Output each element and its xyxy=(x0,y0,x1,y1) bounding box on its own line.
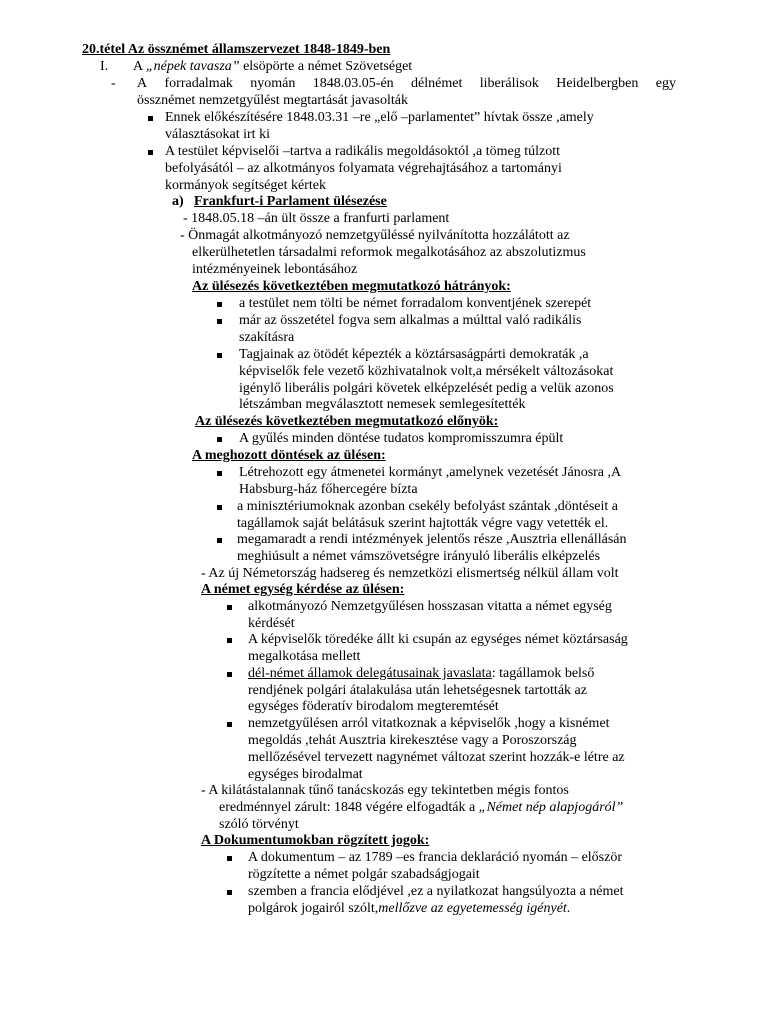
paragraph-1-word: délnémet xyxy=(411,76,463,91)
subsection-title: Frankfurt-i Parlament ülésezése xyxy=(194,194,387,209)
decision-2-line-1: a minisztériumoknak azonban csekély befolyást szántak ,döntéseit a xyxy=(237,499,618,514)
dash-outcome-line-2-pre: eredménnyel zárult: 1848 végére elfogadták a xyxy=(219,800,479,815)
dash-outcome-line-2 xyxy=(219,800,623,817)
unity-4-line-4: egységes birodalmat xyxy=(248,767,363,782)
paragraph-1-line-1 xyxy=(137,76,676,93)
unity-3-rest: : tagállamok belső xyxy=(491,666,595,681)
section-roman-numeral: I. xyxy=(100,59,109,74)
disadvantage-2-line-1: már az összetétel fogva sem alkalmas a múlttal való radikális xyxy=(239,313,582,328)
unity-1-line-1: alkotmányozó Nemzetgyűlésen hosszasan vitatta a német egység xyxy=(248,599,612,614)
disadvantage-3-line-3: igénylő liberális polgári követek elképzelését pedig a velük azonos xyxy=(239,381,614,396)
advantage-1: A gyűlés minden döntése tudatos kompromisszumra épült xyxy=(239,431,564,446)
disadvantage-3-line-4: létszámban megválasztott nemesek semlegesítették xyxy=(239,397,526,412)
disadvantage-1: a testület nem tölti be német forradalom konventjének szerepét xyxy=(239,296,592,311)
paragraph-1-word: liberálisok xyxy=(479,76,539,91)
rights-2-line-2-end: . xyxy=(566,901,571,916)
dash-outcome-line-2-italic: „Német nép alapjogáról” xyxy=(478,800,624,815)
sub-a-dash-2-line-3: intézményeinek lebontásához xyxy=(192,262,358,277)
bullet-square-icon xyxy=(227,605,232,610)
disadvantage-3-line-2: képviselők fele vezető közhivatalnok volt,a mérsékelt változásokat xyxy=(239,364,614,379)
rights-1-line-1: A dokumentum – az 1789 –es francia deklaráció nyomán – először xyxy=(248,850,622,865)
bullet-1-line-1: Ennek előkészítésére 1848.03.31 –re „elő –parlamentet” hívtak össze ,amely xyxy=(165,110,594,125)
rights-2-line-2-italic: mellőzve az egyetemesség igényét xyxy=(378,901,567,916)
decision-2-line-2: tagállamok saját belátásuk szerint hajtották végre vagy vetették el. xyxy=(237,516,609,531)
decision-3-line-2: meghiúsult a német vámszövetségre irányuló liberális elképzelés xyxy=(237,549,601,564)
heading-rights: A Dokumentumokban rögzített jogok: xyxy=(201,833,430,848)
section-heading-post: elsöpörte a német Szövetséget xyxy=(239,59,413,74)
bullet-1-line-2: választásokat irt ki xyxy=(165,127,270,142)
bullet-square-icon xyxy=(227,890,232,895)
rights-2-line-2 xyxy=(248,901,570,918)
unity-4-line-3: mellőzésével tervezett nagynémet változat szerint hozzák-e létre az xyxy=(248,750,625,765)
disadvantage-2-line-2: szakításra xyxy=(239,330,295,345)
heading-unity: A német egység kérdése az ülésen: xyxy=(201,582,405,597)
unity-3-line-1 xyxy=(248,666,594,683)
dash-new-germany: - Az új Németország hadsereg és nemzetközi elismertség nélkül állam volt xyxy=(201,566,619,581)
unity-3-underlined: dél-német államok delegátusainak javaslata xyxy=(248,666,492,681)
bullet-square-icon xyxy=(217,319,222,324)
decision-3-line-1: megamaradt a rendi intézmények jelentős része ,Ausztria ellenállásán xyxy=(237,532,627,547)
dash-outcome-line-3: szóló törvényt xyxy=(219,817,299,832)
rights-1-line-2: rögzítette a német polgár szabadságjogait xyxy=(248,867,480,882)
sub-a-dash-1: - 1848.05.18 –án ült össze a franfurti parlament xyxy=(183,211,450,226)
bullet-2-line-2: befolyásától – az alkotmányos folyamata végrehajtásához a tartományi xyxy=(165,161,562,176)
bullet-square-icon xyxy=(217,302,222,307)
unity-1-line-2: kérdését xyxy=(248,616,295,631)
paragraph-1-word: nyomán xyxy=(250,76,296,91)
unity-4-line-2: megoldás ,tehát Ausztria kirekesztése vagy a Poroszország xyxy=(248,733,577,748)
subsection-marker: a) xyxy=(172,194,184,209)
section-heading-italic: „népek tavasza” xyxy=(145,59,240,74)
heading-advantages: Az ülésezés következtében megmutatkozó előnyök: xyxy=(195,414,499,429)
bullet-square-icon xyxy=(227,856,232,861)
unity-3-line-3: egységes föderatív birodalom megteremtését xyxy=(248,699,499,714)
paragraph-1-word: forradalmak xyxy=(164,76,233,91)
decision-1-line-1: Létrehozott egy átmenetei kormányt ,amelynek vezetését Jánosra ,A xyxy=(239,465,622,480)
paragraph-1-word: 1848.03.05-én xyxy=(312,76,394,91)
bullet-square-icon xyxy=(217,538,222,543)
bullet-square-icon xyxy=(148,116,153,121)
unity-3-line-2: rendjének polgári átalakulása után lehetségesnek tartották az xyxy=(248,683,587,698)
dash-marker: - xyxy=(111,76,116,91)
paragraph-1-word: A xyxy=(137,76,148,91)
sub-a-dash-2-line-2: elkerülhetetlen társadalmi reformok megalkotásához az abszolutizmus xyxy=(192,245,586,260)
bullet-square-icon xyxy=(217,505,222,510)
bullet-2-line-3: kormányok segítséget kértek xyxy=(165,178,326,193)
dash-outcome-line-1: - A kilátástalannak tűnő tanácskozás egy tekintetben mégis fontos xyxy=(201,783,569,798)
section-heading-pre: A xyxy=(133,59,146,74)
paragraph-1-word: Heidelbergben xyxy=(556,76,639,91)
bullet-square-icon xyxy=(227,638,232,643)
bullet-square-icon xyxy=(227,672,232,677)
paragraph-1-line-2: össznémet nemzetgyűlést megtartását javasolták xyxy=(137,93,408,108)
rights-2-line-2-pre: polgárok jogairól szólt, xyxy=(248,901,379,916)
bullet-square-icon xyxy=(217,437,222,442)
unity-4-line-1: nemzetgyűlésen arról vitatkoznak a képviselők ,hogy a kisnémet xyxy=(248,716,610,731)
section-heading xyxy=(133,59,412,76)
disadvantage-3-line-1: Tagjainak az ötödét képezték a köztársaságpárti demokraták ,a xyxy=(239,347,589,362)
bullet-square-icon xyxy=(227,722,232,727)
unity-2-line-2: megalkotása mellett xyxy=(248,649,361,664)
heading-decisions: A meghozott döntések az ülésen: xyxy=(192,448,386,463)
unity-2-line-1: A képviselők töredéke állt ki csupán az egységes német köztársaság xyxy=(248,632,628,647)
paragraph-1-word: egy xyxy=(655,76,676,91)
rights-2-line-1: szemben a francia elődjével ,ez a nyilatkozat hangsúlyozta a német xyxy=(248,884,624,899)
decision-1-line-2: Habsburg-ház főhercegére bízta xyxy=(239,482,418,497)
sub-a-dash-2-line-1: - Önmagát alkotmányozó nemzetgyűléssé nyilvánította hozzálátott az xyxy=(180,228,570,243)
bullet-2-line-1: A testület képviselői –tartva a radikális megoldásoktól ,a tömeg túlzott xyxy=(165,144,561,159)
bullet-square-icon xyxy=(217,353,222,358)
heading-disadvantages: Az ülésezés következtében megmutatkozó hátrányok: xyxy=(192,279,511,294)
bullet-square-icon xyxy=(148,150,153,155)
bullet-square-icon xyxy=(217,471,222,476)
page-title: 20.tétel Az össznémet államszervezet 1848-1849-ben xyxy=(82,42,391,57)
